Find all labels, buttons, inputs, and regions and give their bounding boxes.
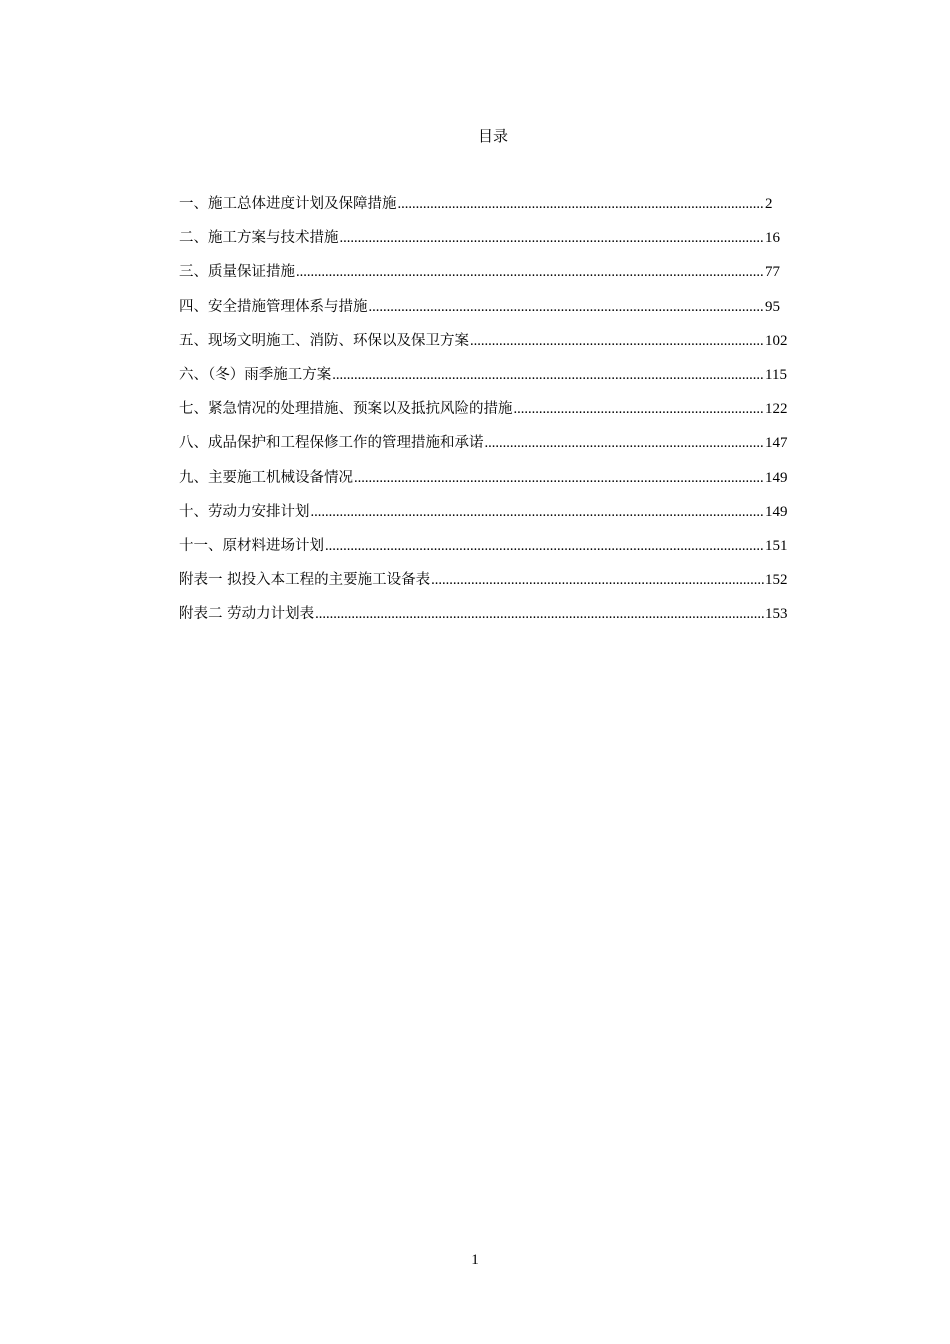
toc-dot-leader [296,262,764,282]
toc-entry-label: 六、（冬）雨季施工方案 [179,366,332,383]
toc-entry-page: 2 [765,196,773,212]
toc-dot-leader [470,331,764,351]
toc-entry-label: 一、施工总体进度计划及保障措施 [179,196,397,212]
toc-dot-leader [340,228,765,248]
toc-entry-page: 115 [765,366,787,383]
toc-entry-label: 二、施工方案与技术措施 [179,230,339,247]
toc-entry-page: 151 [765,537,788,554]
toc-dot-leader [311,502,765,522]
table-of-contents [179,194,791,638]
toc-dot-leader [354,468,764,488]
toc-entry-label: 八、成品保护和工程保修工作的管理措施和承诺 [179,435,484,452]
toc-entry-page: 149 [765,469,788,486]
toc-entry-page: 153 [765,606,788,623]
toc-dot-leader [514,399,765,419]
toc-entry[interactable] [179,297,791,331]
toc-dot-leader [332,365,764,385]
toc-entry[interactable] [179,194,791,228]
toc-dot-leader [369,297,765,317]
toc-dot-leader [325,536,764,556]
toc-entry-page: 149 [765,503,788,520]
toc-entry[interactable] [179,468,791,502]
toc-entry-page: 147 [765,435,788,452]
toc-dot-leader [398,194,765,214]
toc-entry-page: 95 [765,298,780,315]
toc-entry-label: 十一、原材料进场计划 [179,537,324,554]
toc-title: 目录 [477,127,508,145]
toc-entry-label: 四、安全措施管理体系与措施 [179,298,368,315]
page-number: 1 [471,1252,479,1268]
toc-entry[interactable] [179,536,791,570]
toc-entry[interactable] [179,433,791,467]
toc-entry-page: 77 [765,264,780,281]
toc-entry[interactable] [179,570,791,604]
toc-entry-page: 16 [765,230,780,247]
toc-entry[interactable] [179,604,791,638]
toc-entry-label: 附表一 拟投入本工程的主要施工设备表 [179,572,431,589]
toc-entry-page: 122 [765,401,788,418]
toc-dot-leader [431,570,764,590]
toc-entry[interactable] [179,365,791,399]
toc-entry[interactable] [179,228,791,262]
toc-entry[interactable] [179,331,791,365]
toc-entry-label: 九、主要施工机械设备情况 [179,469,353,486]
toc-entry-label: 三、质量保证措施 [179,264,295,281]
toc-entry[interactable] [179,262,791,296]
toc-entry-label: 五、现场文明施工、消防、环保以及保卫方案 [179,332,469,349]
toc-dot-leader [315,604,764,624]
toc-dot-leader [485,433,765,453]
toc-entry-label: 附表二 劳动力计划表 [179,606,315,623]
toc-entry-label: 七、紧急情况的处理措施、预案以及抵抗风险的措施 [179,401,513,418]
toc-entry[interactable] [179,399,791,433]
toc-entry-page: 152 [765,572,788,589]
toc-entry-label: 十、劳动力安排计划 [179,503,310,520]
toc-entry-page: 102 [765,332,788,349]
toc-entry[interactable] [179,502,791,536]
